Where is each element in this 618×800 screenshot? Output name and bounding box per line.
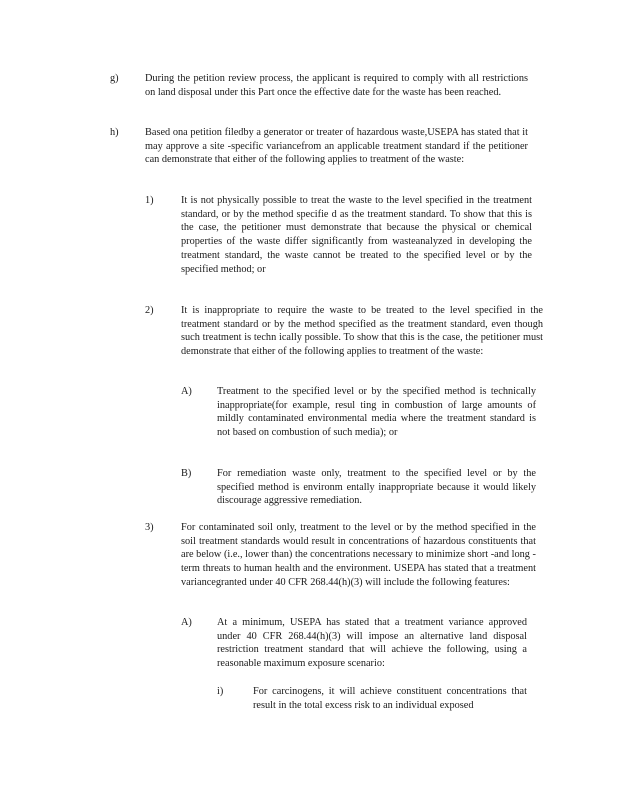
paragraph-h bbox=[110, 126, 528, 167]
subparagraph-text: Treatment to the specified level or by the specified method is technically inappropriate(for example, resul ting in combustion of large amounts of mildly contaminated environmental media where the treatment standard is not based on combustion of such media); or bbox=[217, 386, 536, 439]
subparagraph-label: B) bbox=[181, 468, 192, 479]
subparagraph-label: A) bbox=[181, 617, 192, 628]
subparagraph-h3 bbox=[145, 521, 536, 590]
subparagraph-label: A) bbox=[181, 386, 192, 397]
subparagraph-text: For carcinogens, it will achieve constituent concentrations that result in the total excess risk to an individual exposed bbox=[253, 686, 527, 711]
subparagraph-text: For contaminated soil only, treatment to the level or by the method specified in the soil treatment standards would result in concentrations of hazardous constituents that are below (i.e., lower than) the concentrations necessary to minimize short -and long - term threats to human health and the environment. USEPA has stated that a treatment variancegranted under 40 CFR 268.44(h)(3) will include the following features: bbox=[181, 522, 536, 588]
paragraph-label: h) bbox=[110, 127, 119, 138]
subparagraph-h2-b bbox=[181, 467, 536, 508]
subparagraph-h3-a bbox=[181, 616, 527, 671]
subparagraph-label: i) bbox=[217, 686, 224, 697]
subparagraph-text: It is inappropriate to require the waste to be treated to the level specified in the treatment standard or by the method specified as the treatment standard, even though such treatment is techn ically possible. To show that this is the case, the petitioner must demonstrate that either of the following applies to treatment of the waste: bbox=[181, 305, 543, 358]
subparagraph-h1 bbox=[145, 194, 532, 276]
subparagraph-text: For remediation waste only, treatment to the specified level or by the specified method is environm entally inappropriate because it would likely discourage aggressive remediation. bbox=[217, 468, 536, 507]
paragraph-g bbox=[110, 72, 528, 99]
subparagraph-label: 3) bbox=[145, 522, 154, 533]
subparagraph-h2 bbox=[145, 304, 543, 359]
paragraph-label: g) bbox=[110, 73, 119, 84]
paragraph-text: Based ona petition filedby a generator or treater of hazardous waste,USEPA has stated that it may approve a site -specific variancefrom an applicable treatment standard if the petitioner can demonstrate that either of the following applies to treatment of the waste: bbox=[145, 127, 528, 166]
subparagraph-label: 2) bbox=[145, 305, 154, 316]
subparagraph-text: It is not physically possible to treat the waste to the level specified in the treatment standard, or by the method specifie d as the treatment standard. To show that this is the case, the petitioner must demonstrate that because the physical or chemical properties of the waste differ significantly from wasteanalyzed in developing the treatment standard, the waste cannot be treated to the specified level or by the specified method; or bbox=[181, 195, 532, 275]
subparagraph-h2-a bbox=[181, 385, 536, 440]
subparagraph-label: 1) bbox=[145, 195, 154, 206]
subparagraph-text: At a minimum, USEPA has stated that a treatment variance approved under 40 CFR 268.44(h)(3) will impose an alternative land disposal restriction treatment standard that will achieve the following, using a reasonable maximum exposure scenario: bbox=[217, 617, 527, 670]
subparagraph-h3-a-i bbox=[217, 685, 527, 712]
paragraph-text: During the petition review process, the applicant is required to comply with all restrictions on land disposal under this Part once the effective date for the waste has been reached. bbox=[145, 73, 528, 98]
